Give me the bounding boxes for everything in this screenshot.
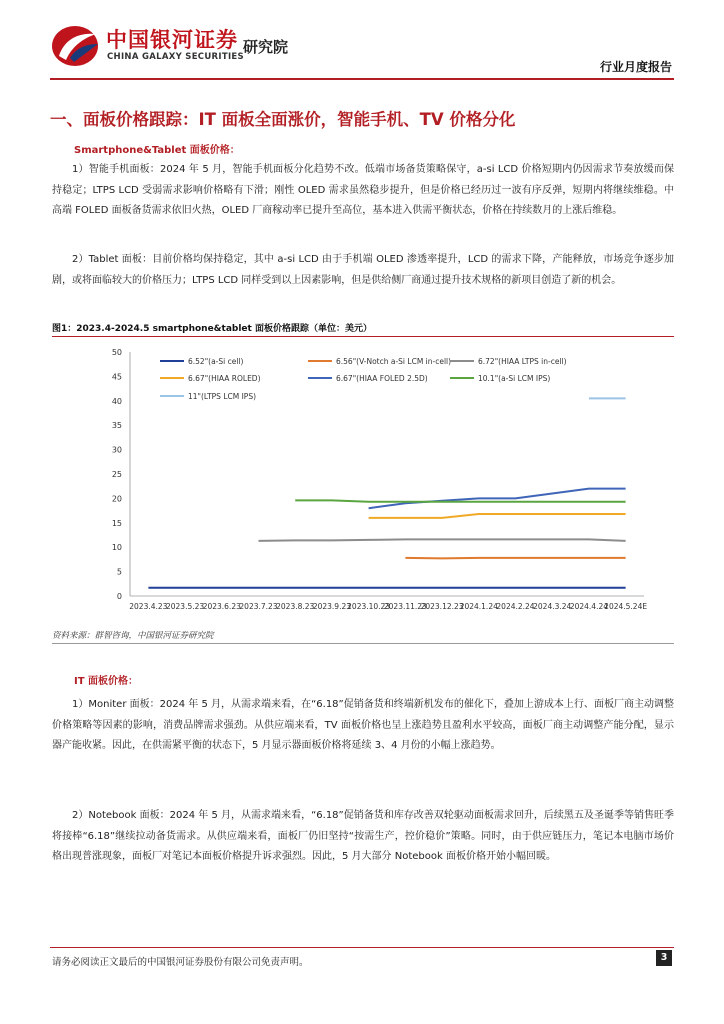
paragraph-tablet [52,250,674,291]
brand-name-cn: 中国银河证券 [106,28,238,52]
legend-label: 6.67"(HIAA FOLED 2.5D) [336,374,428,383]
paragraph-text: 2）Tablet 面板：目前价格均保持稳定，其中 a-si LCD 由于手机端 OLED 渗透率提升，LCD 的需求下降，产能释放，市场竞争逐步加剧，或将面临较大的价格压力；LTPS LCD 同样受到以上因素影响，但是供给侧厂商通过提升技术规格的新项目创造了新的机会。 [52,254,674,286]
legend-label: 6.72"(HIAA LTPS in-cell) [478,357,567,366]
x-tick-label: 2023.12.23 [420,602,464,611]
y-tick-label: 20 [111,494,122,504]
y-tick-label: 45 [111,372,122,382]
page-number: 3 [656,950,672,966]
paragraph-monitor [52,695,674,757]
series-line-5 [369,489,626,509]
legend-label: 6.52"(a-Si cell) [188,357,244,366]
x-tick-label: 2024.3.24 [533,602,572,611]
subheading-it-panel: IT 面板价格： [74,676,139,687]
paragraph-text: 2）Notebook 面板：2024 年 5 月，从需求端来看，“6.18”促销备货和库存改善双轮驱动面板需求回升，后续黑五及圣诞季等销售旺季将接棒“6.18”继续拉动备货需求。从供应端来看，面板厂仍旧坚持“按需生产，控价稳价”策略。同时，由于供应链压力，笔记本电脑市场价格出现普涨现象，面板厂对笔记本面板价格提升诉求强烈。因此，5 月大部分 Notebook 面板价格开始小幅回暖。 [52,810,674,862]
price-line-chart [52,340,674,620]
legend-label: 10.1"(a-Si LCM IPS) [478,374,551,383]
legend-label: 6.67"(HIAA ROLED) [188,374,261,383]
paragraph-smartphone [52,160,674,222]
brand-name-en: CHINA GALAXY SECURITIES [107,52,244,62]
paragraph-text: 1）智能手机面板：2024 年 5 月，智能手机面板分化趋势不改。低端市场备货策略保守，a-si LCD 价格短期内仍因需求节奏放缓而保持稳定；LTPS LCD 受弱需求影响价格略有下滑；刚性 OLED 需求虽然稳步提升，但是价格已经历过一波有序反弹，短期内将继续维稳。中高端 FOLED 面板备货需求依旧火热，OLED 厂商稼动率已提升至高位，基本进入供需平衡状态，价格在持续数月的上涨后维稳。 [52,164,674,216]
y-tick-label: 25 [111,470,122,479]
figure-divider-bottom [52,643,674,644]
x-tick-label: 2023.6.23 [202,602,241,611]
x-tick-label: 2023.7.23 [239,602,278,611]
footer-disclaimer: 请务必阅读正文最后的中国银河证券股份有限公司免责声明。 [52,957,309,968]
section-title: 一、面板价格跟踪：IT 面板全面涨价，智能手机、TV 价格分化 [50,110,516,129]
y-tick-label: 50 [111,348,122,357]
figure-divider-top [52,336,674,337]
legend-label: 11"(LTPS LCM IPS) [188,392,257,401]
header-divider [50,78,674,80]
subheading-smartphone-tablet: Smartphone&Tablet 面板价格： [74,145,240,156]
x-tick-label: 2023.8.23 [276,602,315,611]
figure-source: 资料来源：群智咨询，中国银河证券研究院 [52,631,214,641]
paragraph-notebook [52,806,674,868]
y-tick-label: 35 [111,421,122,431]
x-tick-label: 2023.9.23 [312,602,352,611]
y-tick-label: 0 [116,592,122,601]
brand-institute: 研究院 [243,38,289,56]
y-tick-label: 40 [111,396,122,406]
series-line-3 [259,539,626,541]
y-tick-label: 30 [111,445,122,455]
y-tick-label: 15 [111,518,122,528]
x-tick-label: 2023.10.23 [347,602,391,611]
series-line-4 [369,514,626,518]
x-tick-label: 2023.11.23 [383,602,427,611]
x-tick-label: 2024.4.24 [569,602,609,611]
y-tick-label: 5 [116,567,122,577]
x-tick-label: 2024.5.24E [604,602,648,611]
x-tick-label: 2023.5.23 [165,602,205,611]
report-type: 行业月度报告 [599,60,672,74]
series-line-2 [405,558,625,559]
figure-caption: 图1：2023.4-2024.5 smartphone&tablet 面板价格跟踪（单位：美元） [52,324,372,334]
series-line-6 [295,500,625,501]
legend-label: 6.56"(V-Notch a-Si LCM in-cell) [336,357,452,366]
x-tick-label: 2024.2.24 [496,602,535,611]
y-tick-label: 10 [111,543,122,553]
paragraph-text: 1）Moniter 面板：2024 年 5 月，从需求端来看，在“6.18”促销备货和终端新机发布的催化下，叠加上游成本上行、面板厂商主动调整价格策略等因素的影响，消费品牌需求强劲。从供应端来看，TV 面板价格也呈上涨趋势且盈利水平较高，面板厂商主动调整产能分配，显示器产能收紧。因此，在供需紧平衡的状态下，5 月显示器面板价格将延续 3、4 月份的小幅上涨趋势。 [52,699,674,751]
footer-divider [50,947,674,948]
company-logo-icon [50,22,102,68]
x-tick-label: 2024.1.24 [459,602,498,611]
x-tick-label: 2023.4.23 [129,602,168,611]
